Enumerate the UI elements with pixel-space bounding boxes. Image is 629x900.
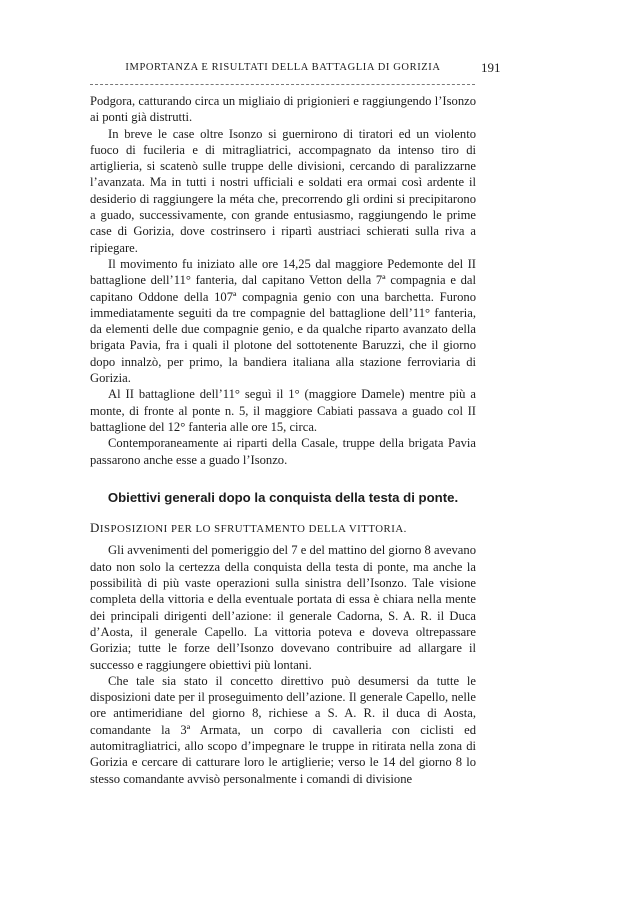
page-number: 191 [481, 60, 501, 75]
paragraph: Al II battaglione dell’11° seguì il 1° (maggiore Damele) mentre più a monte, di fronte al ponte n. 5, il maggiore Cabiati passava a guado col II battaglione del 12° fanteria alle ore 15, circa. [90, 387, 476, 434]
paragraph: In breve le case oltre Isonzo si guernirono di tiratori ed un violento fuoco di fucileria e di mitragliatrici, accompagnato da intenso tiro di artiglieria, si scatenò sulle truppe delle divisioni, cercando di paralizzarne l’avanzata. Ma in tutti i nostri ufficiali e soldati era ormai così ardente il desiderio di raggiungere la méta che, precorrendo gli ordini si precipitarono a guado, successivamente, con grande entusiasmo, raggiungendo le prime case di Gorizia, dove costrinsero i ripartì austriaci schierati sulla riva a ripiegare. [90, 126, 476, 255]
paragraph: Gli avvenimenti del pomeriggio del 7 e del mattino del giorno 8 avevano dato non solo la certezza della conquista della testa di ponte, ma anche la possibilità di più vaste operazioni sulla sinistra dell’Isonzo. Tale visione completa della vittoria e della eventuale portata di essa è chiara nella mente dei principali dirigenti dell’azione: il generale Cadorna, S. A. R. il Duca d’Aosta, il generale Capello. La vittoria poteva e doveva oltrepassare Gorizia; tutte le forze dell’Isonzo dovevano contribuire ad allargare il successo e raggiungere obiettivi più lontani. [90, 543, 476, 672]
section-title: Obiettivi generali dopo la conquista della testa di ponte. [107, 489, 459, 505]
header-rule [90, 84, 475, 85]
subsection-rest: ISPOSIZIONI PER LO SFRUTTAMENTO DELLA VITTORIA. [99, 523, 407, 536]
body-text [90, 93, 476, 787]
paragraph: Che tale sia stato il concetto direttivo può desumersi da tutte le disposizioni date per il proseguimento dell’azione. Il generale Capello, nelle ore antimeridiane del giorno 8, richiese a S. A. R. il duca di Aosta, comandante la 3ª Armata, un corpo di cavalleria con ciclisti ed automitragliatrici, allo scopo d’impegnare le truppe in ritirata nella zona di Gorizia e cercare di catturare loro le artiglierie; verso le 14 del giorno 8 lo stesso comandante avvisò personalmente i comandi di divisione [90, 673, 476, 786]
paragraph: Podgora, catturando circa un migliaio di prigionieri e raggiungendo l’Isonzo ai ponti già distrutti. [90, 94, 476, 125]
subsection-title [90, 520, 476, 537]
subsection-initial: D [90, 520, 100, 536]
running-head: IMPORTANZA E RISULTATI DELLA BATTAGLIA DI GORIZIA [125, 62, 441, 73]
paragraph: Il movimento fu iniziato alle ore 14,25 dal maggiore Pedemonte del II battaglione dell’11° fanteria, dal capitano Vetton della 7ª compagnia e dal capitano Oddone della 107ª compagnia genio con una barchetta. Furono immediatamente seguiti da tre compagnie del battaglione dell’11° fanteria, da elementi delle due compagnie genio, e da qualche riparto avanzato della brigata Pavia, fra i quali il plotone del sottotenente Baruzzi, che il giorno dopo innalzò, per primo, la bandiera italiana alla stazione ferroviaria di Gorizia. [90, 256, 476, 386]
paragraph: Contemporaneamente ai riparti della Casale, truppe della brigata Pavia passarono anche esse a guado l’Isonzo. [90, 436, 476, 467]
